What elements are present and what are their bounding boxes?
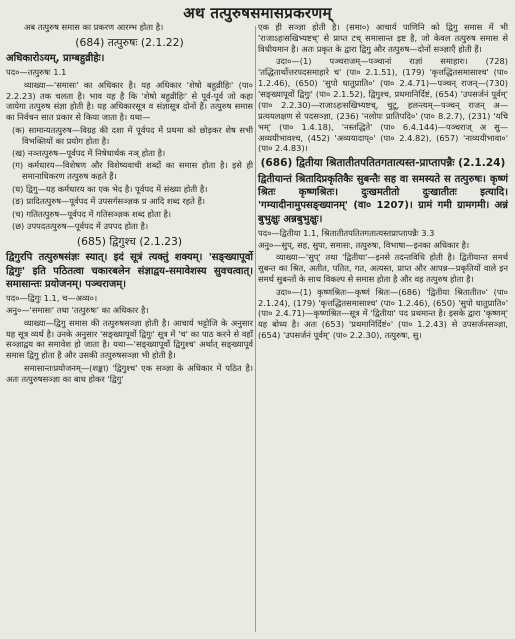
left-paragraph: व्याख्या—'समासः' का अधिकार है। यह अधिकार 'शेषो बहुव्रीहिः' (पा० 2.2.23) तक चलता है। भाव यह है कि 'शेषो बहुव्रीहिः' से पूर्व-पूर्व जो कहा जायेगा तत्पुरुष संज्ञा होती है। यह अधिकारसूत्र व संज्ञासूत्र दोनों हैं। तत्पुरुष समास का निर्वचन सात प्रकार से किया जाता है। यथा—	[6, 79, 253, 123]
left-sutra-heading: (684) तत्पुरुषः (2.1.22)	[75, 35, 184, 49]
left-sutra-heading: (685) द्विगुश्च (2.1.23)	[76, 234, 183, 248]
left-sutra-text: द्विगुरपि तत्पुरुषसंज्ञः स्यात्। इदं सूत्रं त्यक्तुं शक्यम्। 'सङ्ख्यापूर्वो द्विगुः' इति पठितत्वा चकारबलेन संज्ञाद्वय-समावेशस्य सुवचत्वात्। समासान्तः प्रयोजनम्। पञ्चराजम्।	[6, 252, 253, 290]
left-paragraph: (छ) उपपदतत्पुरुष—पूर्वपद में उपपद होता है।	[12, 220, 149, 231]
right-paragraph: उदा०—(1) पञ्चराजम्—पञ्चानां राज्ञां समाहारः। (728) 'तद्धितार्थोत्तरपदसमाहारे च' (पा० 2.1.51), (179) 'कृत्तद्धितसमासाश्च' (पा० 1.2.46), (650) 'सुपो धातुप्राति०' (पा० 2.4.71)—पञ्चन् राजन्—(730) 'सङ्ख्यापूर्वो द्विगुः' (पा० 2.1.52), द्विगुश्च, प्रथमानिर्दिष्टं, (654) 'उपसर्जनं पूर्वम्' (पा० 2.2.30)—राजाऽहःसखिभ्यष्टच्, चुटू, हलन्त्यम्—पञ्चन् राजन् अ—प्रत्ययलक्षण से पदसञ्ज्ञा, (236) 'नलोपः प्रातिपदि०' (पा० 8.2.7), (231) 'यचि भम्' (पा० 1.4.18), 'नस्तद्धिते' (पा० 6.4.144)—पञ्चराज् अ सु—अव्ययीभावश्च, (452) 'अव्ययादाप्०' (पा० 2.4.82), (657) 'नाव्ययीभावा०' (पा० 2.4.83)।	[258, 56, 508, 154]
right-sutra-text: द्वितीयान्तं श्रितादिप्रकृतिकैः सुबन्तैः सह वा समस्यते स तत्पुरुषः। कृष्णं श्रितः कृष्णश्रितः। दुःखमतीतो दुःखातीतः इत्यादि। 'गम्यादीनामुपसङ्ख्यानम्' (वा० 1207)। ग्रामं गमी ग्रामगमी। अन्नं बुभुक्षुः अन्नबुभुक्षुः।	[258, 173, 508, 225]
left-paragraph: (च) गतितत्पुरुष—पूर्वपद में गतिसञ्ज्ञक शब्द होता है।	[12, 208, 172, 219]
left-paragraph: (ख) नञ्तत्पुरुष—पूर्वपद में निषेधार्थक नञ् होता है।	[12, 148, 166, 159]
right-paragraph: पद०—द्वितीया 1.1, श्रितातीतपतितगतात्यस्तप्राप्तापन्नैः 3.3	[258, 227, 435, 238]
left-paragraph: (ङ) प्रादितत्पुरुष—पूर्वपद में उपसर्गसञ्ज्ञक प्र आदि शब्द रहते हैं।	[12, 196, 206, 207]
left-paragraph: (क) सामान्यतत्पुरुष—विग्रह की दशा में पूर्वपद में प्रथमा को छोड़कर शेष सभी विभक्तियों का प्रयोग होता है।	[12, 124, 253, 146]
left-paragraph: अब तत्पुरुष समास का प्रकरण आरम्भ होता है।	[24, 22, 164, 32]
left-paragraph: (ग) कर्मधारय—विशेषण और विशेष्यवाची शब्दों का समास होता है। इसे ही समानाधिकरण तत्पुरुष कहते हैं।	[12, 160, 253, 182]
right-paragraph: उदा०—(1) कृष्णश्रितः—कृष्णं श्रितः—(686) 'द्वितीया श्रितातीत०' (पा० 2.1.24), (179) 'कृत्तद्धितसमासाश्च' (पा० 1.2.46), (650) 'सुपो धातुप्राति०' (पा० 2.4.71)—कृष्णश्रित—सूत्र में 'द्वितीया' पद प्रथमान्त है। इसके द्वारा 'कृष्णम्' यह बोध्य है। अतः (653) 'प्रथमानिर्दिष्टं०' (पा० 1.2.43) से उपसर्जनसञ्ज्ञा, (654) 'उपसर्जनं पूर्वम्' (पा० 2.2.30), तत्पुरुषः, सु।	[258, 286, 508, 341]
column-divider	[255, 26, 256, 632]
right-sutra-heading: (686) द्वितीया श्रितातीतपतितगतात्यस्त-प्राप्तापन्नैः (2.1.24)	[260, 157, 506, 170]
left-paragraph: समासान्तःप्रयोजनम्—(शङ्का) 'द्विगुश्च' एक सञ्ज्ञा के अधिकार में पठित है। अतः तत्पुरुषसञ्ज्ञा का बाध होकर 'द्विगु'	[6, 362, 253, 384]
left-paragraph: (घ) द्विगु—यह कर्मधारय का एक भेद है। पूर्वपद में संख्या होती है।	[12, 183, 208, 194]
right-paragraph: एक ही सञ्ज्ञा होती है। (समा०) आचार्य पाणिनि को द्विगु समास में भी 'राजाऽहःसखिभ्यष्टच्' से प्राप्त टच् समासान्त इष्ट है, जो केवल तत्पुरुष समास से विधीयमान है। अतः प्रकृत के द्वारा द्विगु और तत्पुरुष—दोनों सञ्ज्ञाएँ होती हैं।	[258, 22, 508, 54]
left-sutra-text: अधिकारोऽयम्, प्राग्बहुव्रीहेः।	[6, 53, 105, 65]
left-paragraph: अनु०—'समासः' तथा 'तत्पुरुषः' का अधिकार है।	[6, 305, 149, 316]
left-paragraph: पद०—द्विगुः 1.1, च—अव्य०।	[6, 292, 98, 303]
left-column	[6, 22, 253, 386]
left-paragraph: व्याख्या—द्विगु समास की तत्पुरुषसञ्ज्ञा होती है। आचार्य भट्टोजि के अनुसार यह सूत्र व्यर्थ है। उनके अनुसार 'सङ्ख्यापूर्वो द्विगुः' सूत्र में 'च' का पाठ करने से वहाँ सञ्ज्ञाद्वय का समावेश हो जाता है। यथा—'सङ्ख्यापूर्वो द्विगुश्च' अर्थात् सङ्ख्यापूर्व समास द्विगु होता है और उसकी तत्पुरुषसञ्ज्ञा भी होती है।	[6, 317, 253, 361]
right-column	[258, 22, 508, 343]
page-title: अथ तत्पुरुषसमासप्रकरणम्	[183, 4, 332, 22]
right-paragraph: अनु०—सुप्, सह, सुपा, समासः, तत्पुरुषः, विभाषा—इनका अधिकार है।	[258, 239, 470, 250]
left-paragraph: पद०—तत्पुरुषः 1.1	[6, 67, 67, 78]
right-paragraph: व्याख्या—'सुप्' तथा 'द्वितीया'—इनसे तदन्तविधि होती है। द्वितीयान्त समर्थ सुबन्त का श्रित, अतीत, पतित, गत, अत्यस्त, प्राप्त और आपन्न—प्रकृतियों वाले इन समर्थ सुबन्तों के साथ विकल्प से समास होता है और वह तत्पुरुष होता है।	[258, 252, 508, 285]
